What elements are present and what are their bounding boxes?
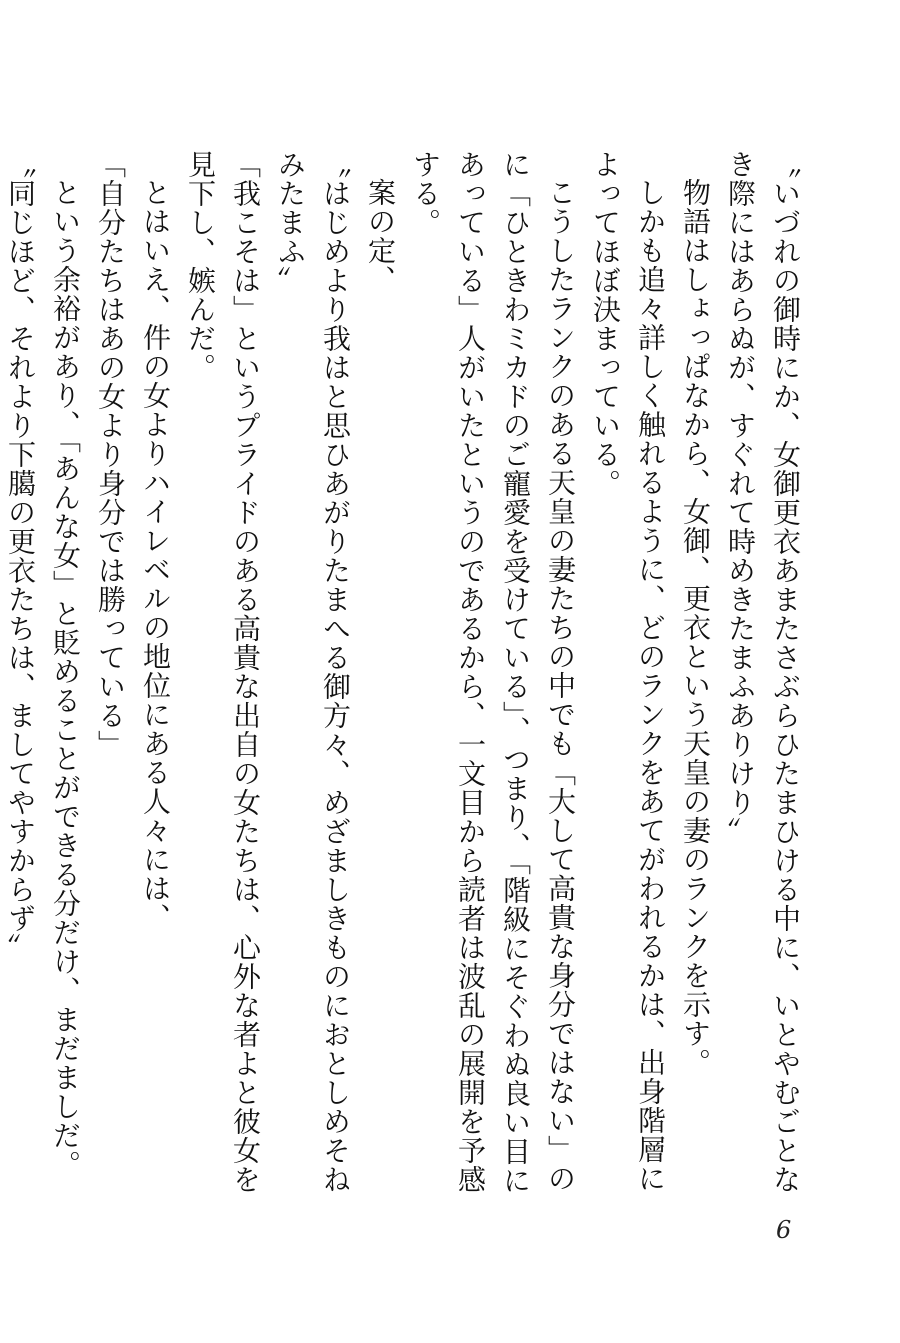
quote-paragraph: 〝はじめより我はと思ひあがりたまへる御方々、めざましきものにおとしめそねみたまふ〟 xyxy=(274,150,352,1194)
body-paragraph: しかも追々詳しく触れるように、どのランクをあてがわれるかは、出身階層によってほぼ決まっている。 xyxy=(589,150,667,1193)
page-number: 6 xyxy=(776,1216,792,1244)
quote-paragraph: 〝同じほど、それより下臈の更衣たちは、ましてやすからず〟 xyxy=(4,150,37,962)
body-paragraph: こうしたランクのある天皇の妻たちの中でも「大して高貴な身分ではない」のに「ひときわミカドのご寵愛を受けている」、つまり、「階級にそぐわぬ良い目にあっている」人がいたというのであるから、一文目から読者は波乱の展開を予感する。 xyxy=(409,150,577,1195)
quote-paragraph: 〝いづれの御時にか、女御更衣あまたさぶらひたまひける中に、いとやむごとなき際にはあらぬが、すぐれて時めきたまふありけり〟 xyxy=(724,150,802,1194)
body-paragraph: 案の定、 xyxy=(364,178,397,294)
body-paragraph: とはいえ、件の女よりハイレベルの地位にある人々には、 xyxy=(139,178,172,932)
body-paragraph: という余裕があり、「あんな女」と貶めることができる分だけ、まだましだ。 xyxy=(49,178,82,1179)
body-paragraph: 「自分たちはあの女より身分では勝っている」 xyxy=(94,150,127,759)
body-paragraph: 「我こそは」というプライドのある高貴な出自の女たちは、心外な者よと彼女を見下し、嫉んだ。 xyxy=(184,150,262,1194)
body-paragraph: 物語はしょっぱなから、女御、更衣という天皇の妻のランクを示す。 xyxy=(679,178,712,1077)
vertical-text-body xyxy=(4,150,808,1210)
